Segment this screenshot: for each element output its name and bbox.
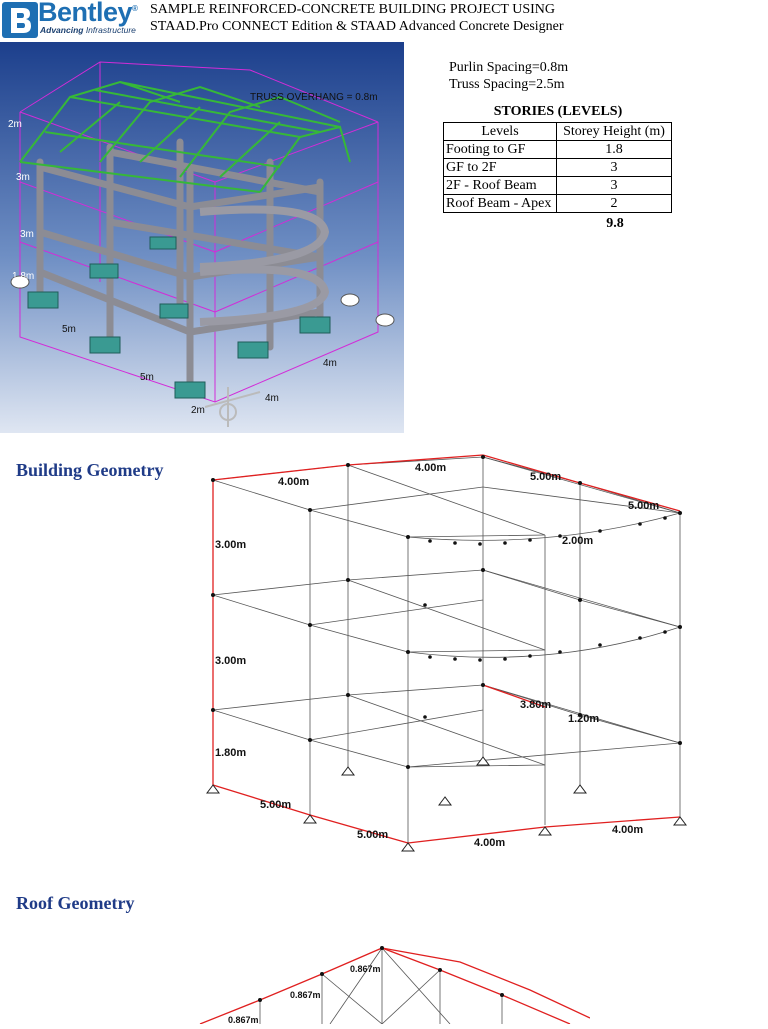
render-dim-3m-upper: 3m xyxy=(16,172,30,183)
render-dim-1-8m: 1.8m xyxy=(12,271,35,282)
bentley-b-icon xyxy=(2,2,38,38)
height-cell: 2 xyxy=(557,195,672,213)
brand-name: Bentley® xyxy=(38,0,138,27)
level-cell: GF to 2F xyxy=(444,159,557,177)
table-row xyxy=(444,177,672,195)
level-cell: 2F - Roof Beam xyxy=(444,177,557,195)
dim-top-5m-b: 5.00m xyxy=(628,500,660,512)
roof-dim-c: 0.867m xyxy=(228,1015,259,1024)
render-dim-4m-b: 4m xyxy=(265,393,279,404)
dim-top-4m-a: 4.00m xyxy=(278,476,310,488)
dim-height-3m-b: 3.00m xyxy=(215,655,247,667)
dim-height-1-8m: 1.80m xyxy=(215,747,247,759)
truss-overhang-label: TRUSS OVERHANG = 0.8m xyxy=(250,92,378,103)
brand-tagline: Advancing Infrastructure xyxy=(40,25,136,35)
roof-geometry-diagram xyxy=(190,940,590,1024)
dim-bottom-4m-a: 4.00m xyxy=(474,837,506,849)
height-cell: 3 xyxy=(557,177,672,195)
table-row xyxy=(444,141,672,159)
spacing-notes xyxy=(449,59,568,93)
level-cell: Roof Beam - Apex xyxy=(444,195,557,213)
stories-header-row xyxy=(444,123,672,141)
render-dim-5m-b: 5m xyxy=(140,372,154,383)
dim-bottom-5m-b: 5.00m xyxy=(357,829,389,841)
stories-table xyxy=(443,122,672,213)
render-dim-2m-bottom: 2m xyxy=(191,405,205,416)
page-title: SAMPLE REINFORCED-CONCRETE BUILDING PROJECT USING STAAD.Pro CONNECT Edition & STAAD Advanced Concrete Designer xyxy=(150,2,564,34)
truss-spacing: Truss Spacing=2.5m xyxy=(449,77,565,92)
render-dim-3m-lower: 3m xyxy=(20,229,34,240)
structure-3d-render xyxy=(0,42,404,433)
dim-bottom-5m-a: 5.00m xyxy=(260,799,292,811)
height-cell: 1.8 xyxy=(557,141,672,159)
roof-geometry-title: Roof Geometry xyxy=(16,893,135,913)
level-cell: Footing to GF xyxy=(444,141,557,159)
stories-title: STORIES (LEVELS) xyxy=(493,104,623,119)
dim-curve-2m: 2.00m xyxy=(562,535,594,547)
render-dim-2m: 2m xyxy=(8,119,22,130)
building-geometry-diagram xyxy=(200,445,695,865)
height-cell: 3 xyxy=(557,159,672,177)
dim-top-4m-b: 4.00m xyxy=(415,462,447,474)
render-dim-5m-a: 5m xyxy=(62,324,76,335)
dim-top-5m-a: 5.00m xyxy=(530,471,562,483)
purlin-spacing: Purlin Spacing=0.8m xyxy=(449,60,569,75)
roof-dim-b: 0.867m xyxy=(290,990,321,1000)
col-storey-height: Storey Height (m) xyxy=(557,123,672,141)
table-row xyxy=(444,159,672,177)
col-levels: Levels xyxy=(444,123,557,141)
dim-1-2m: 1.20m xyxy=(568,713,600,725)
bentley-logo xyxy=(0,0,140,38)
building-geometry-title: Building Geometry xyxy=(16,460,164,480)
dim-bottom-4m-b: 4.00m xyxy=(612,824,644,836)
dim-height-3m-a: 3.00m xyxy=(215,539,247,551)
dim-3-8m: 3.80m xyxy=(520,699,552,711)
table-row xyxy=(444,195,672,213)
stories-total: 9.8 xyxy=(606,216,624,231)
render-dim-4m-a: 4m xyxy=(323,358,337,369)
roof-dim-a: 0.867m xyxy=(350,964,381,974)
